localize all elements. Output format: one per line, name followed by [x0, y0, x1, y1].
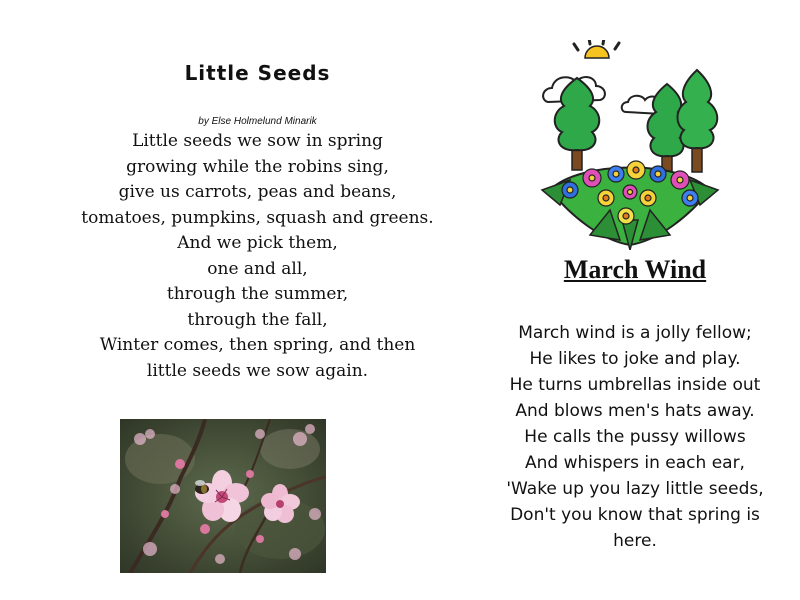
poem-line: Winter comes, then spring, and then — [99, 335, 416, 355]
poem-line: And whispers in each ear, — [525, 453, 745, 473]
poem-line: here. — [613, 531, 657, 551]
poem-line: And blows men's hats away. — [515, 401, 755, 421]
poem-author: by Else Holmelund Minarik — [198, 116, 317, 127]
poem-line: 'Wake up you lazy little seeds, — [506, 479, 764, 499]
poem-line: growing while the robins sing, — [126, 156, 389, 177]
poem-line: He likes to joke and play. — [529, 349, 741, 369]
poem-line: give us carrots, peas and beans, — [118, 182, 397, 202]
march-wind-title: March Wind — [563, 255, 707, 284]
poem-line: little seeds we sow again. — [146, 360, 369, 381]
poem-title: Little Seeds — [184, 61, 331, 85]
poem-line: March wind is a jolly fellow; — [518, 323, 752, 343]
poem-line: one and all, — [207, 258, 308, 279]
poem-line: And we pick them, — [177, 233, 338, 253]
blossom-with-bee-photo — [120, 419, 326, 573]
poem-line: Don't you know that spring is — [510, 505, 760, 525]
poem-line: tomatoes, pumpkins, squash and greens. — [81, 207, 434, 228]
little-seeds-poem — [40, 60, 475, 384]
garden-trees-flowers-clipart — [530, 40, 730, 250]
poem-line: through the fall, — [187, 309, 328, 330]
poem-body — [40, 129, 475, 384]
poem-line: He turns umbrellas inside out — [509, 375, 761, 395]
poem-line: He calls the pussy willows — [524, 427, 746, 447]
march-wind-body — [470, 320, 800, 554]
poem-line: through the summer, — [166, 284, 349, 304]
poem-line: Little seeds we sow in spring — [132, 131, 383, 151]
